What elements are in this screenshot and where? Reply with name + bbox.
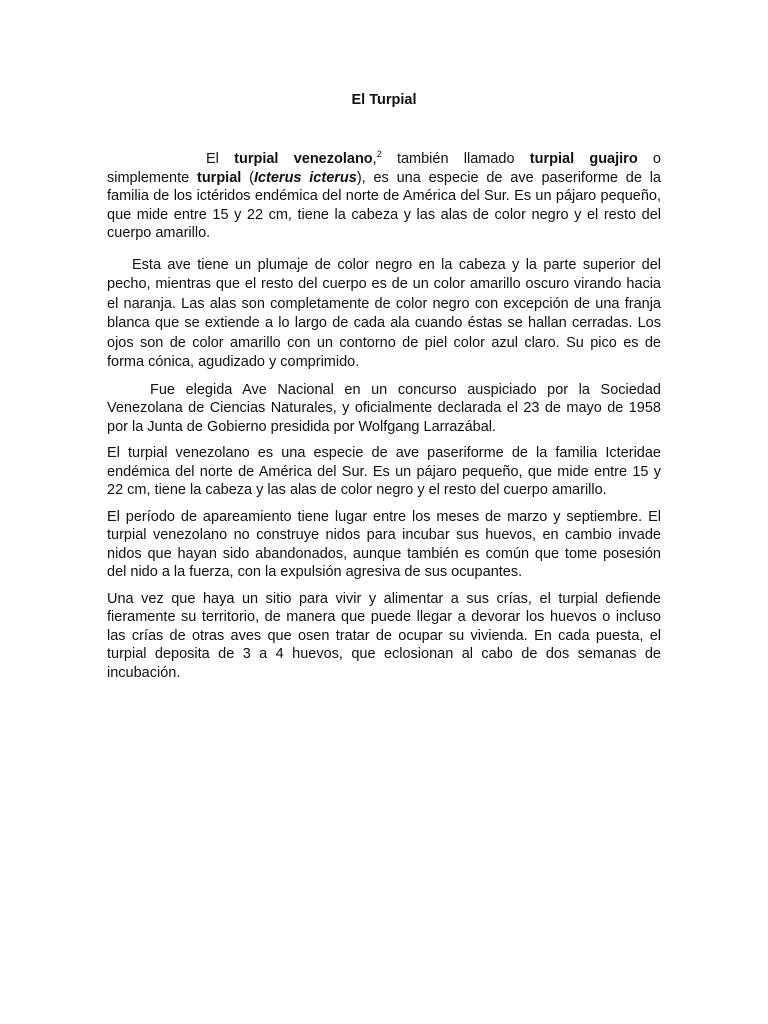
paragraph-description: El turpial venezolano es una especie de ave paseriforme de la familia Icteridae endémica del norte de América del Sur. Es un pájaro pequeño, que mide entre 15 y 22 cm, tiene la cabeza y las alas de color negro y el resto del cuerpo amarillo. [107,445,661,498]
paragraph-national-bird: Fue elegida Ave Nacional en un concurso auspiciado por la Sociedad Venezolana de Ciencias Naturales, y oficialmente declarada el 23 de mayo de 1958 por la Junta de Gobierno presidida por Wolfgang Larrazábal. [107,381,661,435]
intro-text-4: o simplemente [107,151,661,186]
paragraph-territory: Una vez que haya un sitio para vivir y alimentar a sus crías, el turpial defiende fieramente su territorio, de manera que puede llegar a devorar los huevos o incluso las crías de otras aves que osen tratar de ocupar su vivienda. En cada puesta, el turpial deposita de 3 a 4 huevos, que eclosionan al cabo de dos semanas de incubación. [107,590,661,681]
footnote-reference[interactable]: 2 [376,149,382,160]
paragraph-plumage: Esta ave tiene un plumaje de color negro en la cabeza y la parte superior del pecho, mientras que el resto del cuerpo es de un color amarillo oscuro virando hacia el naranja. Las alas son completamente de color negro con excepción de una franja blanca que se extiende a lo largo de cada ala cuando éstas se hallan cerradas. Los ojos son de color amarillo con un contorno de piel color azul claro. Su pico es de forma cónica, agudizado y comprimido. [107,256,661,370]
intro-scientific-name-italic: Icterus icterus [253,169,357,186]
intro-bold-turpial-venezolano: turpial venezolano [234,151,373,167]
intro-text-5: ( [241,169,254,186]
paragraph-mating: El período de apareamiento tiene lugar entre los meses de marzo y septiembre. El turpial venezolano no construye nidos para incubar sus huevos, en cambio invade nidos que hayan sido abandonados, aunque también es común que tome posesión del nido a la fuerza, con la expulsión agresiva de sus ocupantes. [107,508,661,580]
intro-text-2: , [372,151,377,167]
document-title: El Turpial [351,92,417,108]
paragraph-intro [107,150,661,243]
document-body [107,90,661,682]
intro-bold-turpial-guajiro: turpial guajiro [529,151,638,167]
intro-scientific-name [254,170,357,186]
intro-text-1: El [206,151,235,167]
intro-text-6: ), es una especie de ave paseriforme de la familia de los ictéridos endémica del norte de América del Sur. Es un pájaro pequeño, que mide entre 15 y 22 cm, tiene la cabeza y las alas de color negro y el resto del cuerpo amarillo. [107,169,661,241]
intro-bold-turpial: turpial [197,169,242,186]
intro-text-3: también llamado [381,151,530,167]
